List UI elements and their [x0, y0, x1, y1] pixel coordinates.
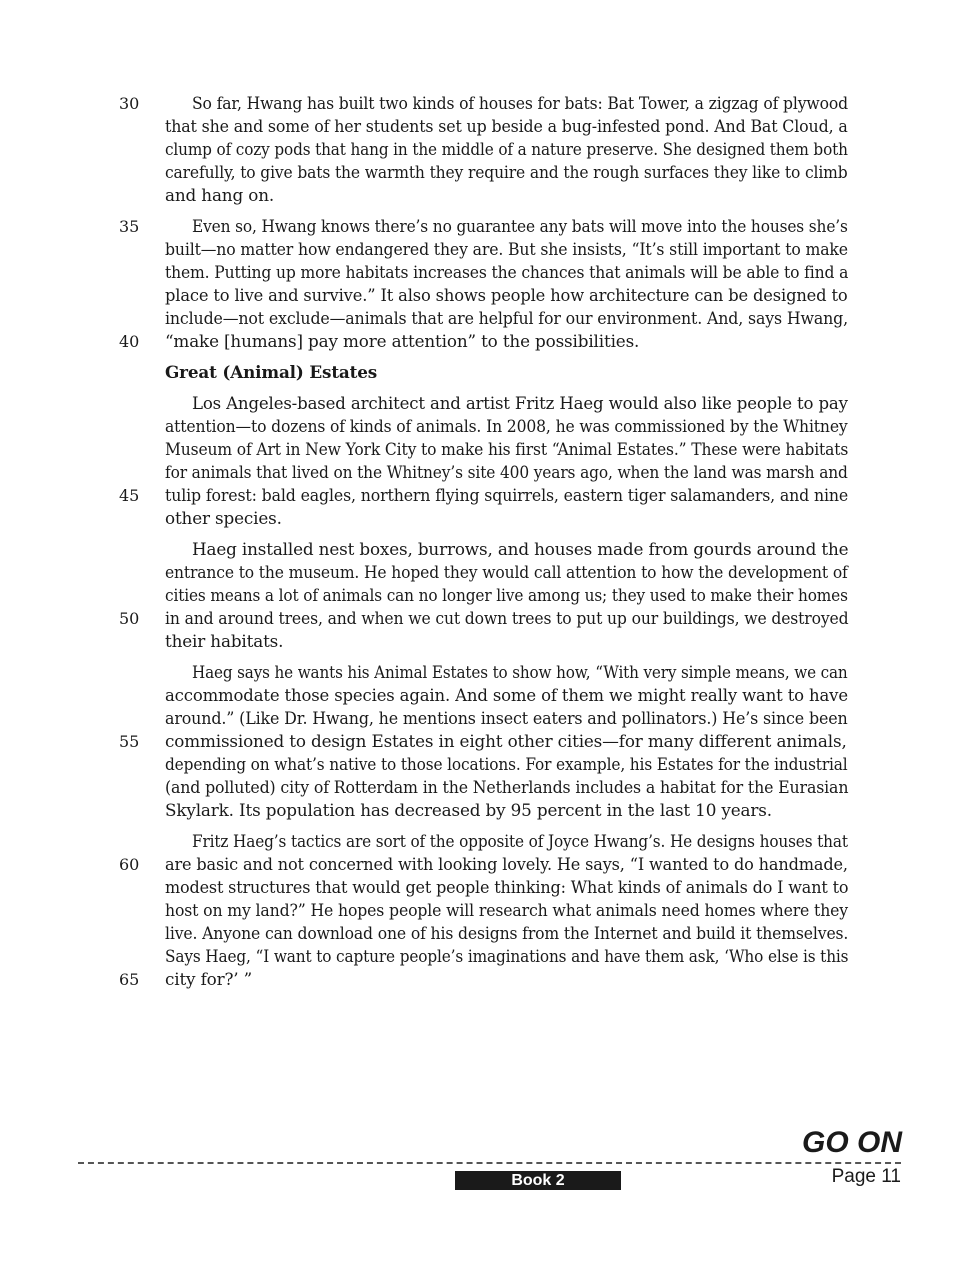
page-number: Page 11 [831, 1166, 901, 1187]
passage-line: for animals that lived on the Whitney’s site 400 years ago, when the land was marsh and [165, 462, 848, 482]
book-label: Book 2 [455, 1171, 621, 1190]
passage-line: Haeg installed nest boxes, burrows, and houses made from gourds around the [192, 539, 849, 559]
passage-line: Museum of Art in New York City to make his first “Animal Estates.” These were habitats [165, 439, 849, 459]
passage-line: and hang on. [165, 185, 275, 205]
passage-line: entrance to the museum. He hoped they would call attention to how the development of [165, 562, 848, 582]
passage-line: carefully, to give bats the warmth they require and the rough surfaces they like to climb [165, 162, 848, 182]
passage-line: them. Putting up more habitats increases the chances that animals will be able to find a [165, 262, 849, 282]
passage-line: depending on what’s native to those locations. For example, his Estates for the industrial [165, 754, 848, 774]
passage-line: are basic and not concerned with looking lovely. He says, “I wanted to do handmade, [165, 854, 848, 874]
passage-line: (and polluted) city of Rotterdam in the Netherlands includes a habitat for the Eurasian [165, 777, 849, 797]
passage-line: their habitats. [165, 631, 284, 651]
line-number: 60 [119, 855, 140, 874]
passage-line: Los Angeles-based architect and artist Fritz Haeg would also like people to pay [192, 393, 848, 413]
passage-line: Haeg says he wants his Animal Estates to show how, “With very simple means, we can [192, 662, 848, 682]
passage-line: Fritz Haeg’s tactics are sort of the opposite of Joyce Hwang’s. He designs houses that [192, 831, 848, 851]
passage-line: modest structures that would get people thinking: What kinds of animals do I want to [165, 877, 849, 897]
passage-line: built—no matter how endangered they are. But she insists, “It’s still important to make [165, 239, 848, 259]
passage-line: include—not exclude—animals that are helpful for our environment. And, says Hwang, [165, 308, 849, 328]
section-heading: Great (Animal) Estates [165, 362, 378, 382]
line-number: 55 [119, 732, 140, 751]
line-number: 50 [119, 609, 140, 628]
passage-line: accommodate those species again. And some of them we might really want to have [165, 685, 848, 705]
passage-line: “make [humans] pay more attention” to the possibilities. [165, 331, 640, 351]
passage-line: tulip forest: bald eagles, northern flying squirrels, eastern tiger salamanders, and nine [165, 485, 849, 505]
passage-line: attention—to dozens of kinds of animals. In 2008, he was commissioned by the Whitney [165, 416, 848, 436]
line-number: 40 [119, 332, 140, 351]
passage-line: place to live and survive.” It also shows people how architecture can be designed to [165, 285, 848, 305]
passage-line: Says Haeg, “I want to capture people’s imaginations and have them ask, ‘Who else is this [165, 946, 849, 966]
passage-line: clump of cozy pods that hang in the middle of a nature preserve. She designed them both [165, 139, 848, 159]
passage-line: that she and some of her students set up beside a bug-infested pond. And Bat Cloud, a [165, 116, 848, 136]
passage-line: around.” (Like Dr. Hwang, he mentions insect eaters and pollinators.) He’s since been [165, 708, 848, 728]
passage-line: commissioned to design Estates in eight other cities—for many different animals, [165, 731, 847, 751]
dashed-divider [78, 1162, 901, 1164]
line-number: 35 [119, 217, 140, 236]
go-on-label: GO ON [801, 1126, 902, 1159]
passage-line: other species. [165, 508, 282, 528]
line-number: 45 [119, 486, 140, 505]
passage-line: So far, Hwang has built two kinds of houses for bats: Bat Tower, a zigzag of plywood [192, 93, 848, 113]
passage-line: live. Anyone can download one of his designs from the Internet and build it themselves. [165, 923, 849, 943]
passage-line: host on my land?” He hopes people will research what animals need homes where they [165, 900, 849, 920]
line-number: 65 [119, 970, 140, 989]
passage-line: city for?’ ” [165, 969, 253, 989]
line-number: 30 [119, 94, 140, 113]
passage-line: Skylark. Its population has decreased by 95 percent in the last 10 years. [165, 800, 772, 820]
passage-line: in and around trees, and when we cut down trees to put up our buildings, we destroyed [165, 608, 849, 628]
passage-line: cities means a lot of animals can no longer live among us; they used to make their homes [165, 585, 848, 605]
passage-line: Even so, Hwang knows there’s no guarantee any bats will move into the houses she’s [192, 216, 848, 236]
